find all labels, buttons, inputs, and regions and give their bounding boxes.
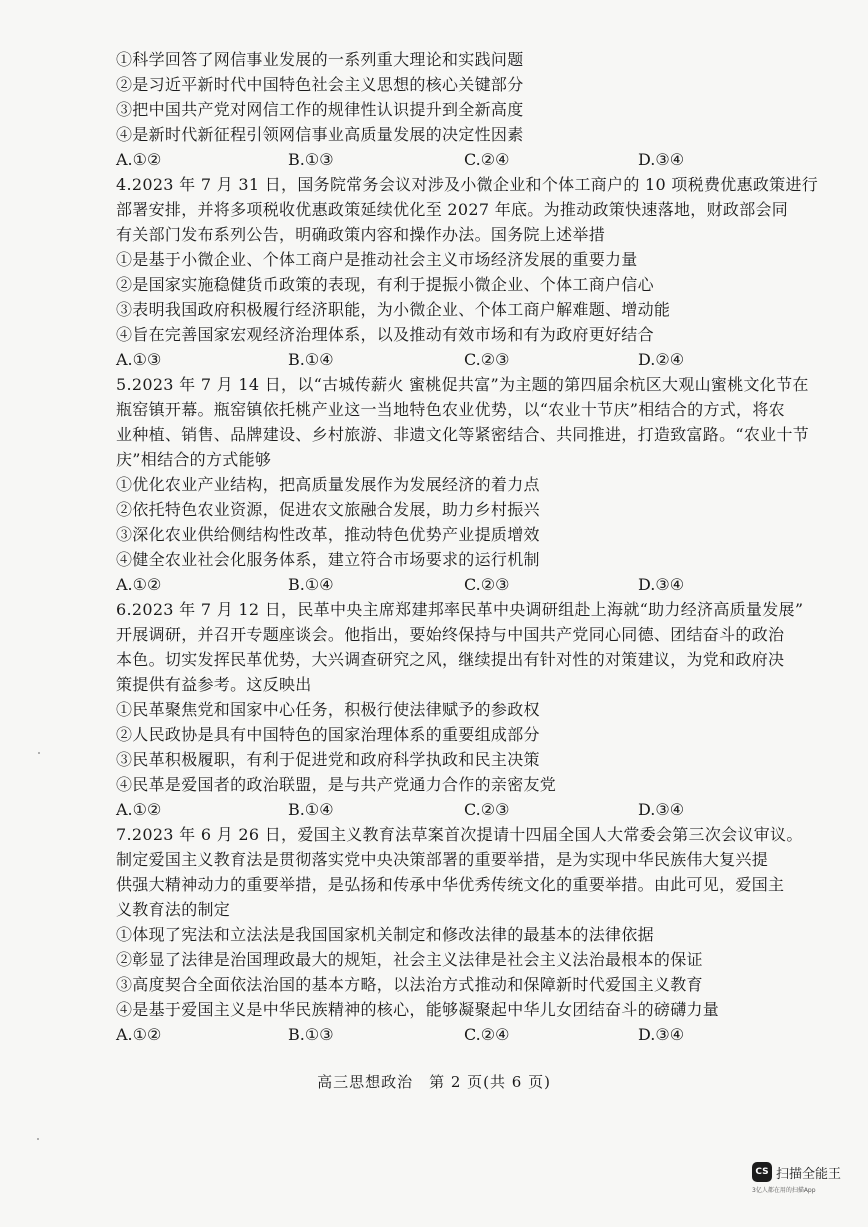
answer-option: C.②③ <box>464 575 510 594</box>
statement: ①优化农业产业结构，把高质量发展作为发展经济的着力点 <box>116 475 540 494</box>
answer-option: A.①② <box>116 150 162 169</box>
statement: ④健全农业社会化服务体系，建立符合市场要求的运行机制 <box>116 550 540 569</box>
question-stem-line: 开展调研，并召开专题座谈会。他指出，要始终保持与中国共产党同心同德、团结奋斗的政治 <box>116 625 785 644</box>
question-stem-line: 供强大精神动力的重要举措，是弘扬和传承中华优秀传统文化的重要举措。由此可见，爱国主 <box>116 875 785 894</box>
statement: ③深化农业供给侧结构性改革，推动特色优势产业提质增效 <box>116 525 540 544</box>
statement: ②是国家实施稳健货币政策的表现，有利于提振小微企业、个体工商户信心 <box>116 275 654 294</box>
statement: ②依托特色农业资源，促进农文旅融合发展，助力乡村振兴 <box>116 500 540 519</box>
question-stem-line: 4.2023 年 7 月 31 日，国务院常务会议对涉及小微企业和个体工商户的 10 项税费优惠政策进行 <box>116 175 819 194</box>
answer-options <box>0 800 868 820</box>
statement: ③表明我国政府积极履行经济职能，为小微企业、个体工商户解难题、增动能 <box>116 300 671 319</box>
answer-option: D.③④ <box>638 800 685 819</box>
answer-option: D.③④ <box>638 575 685 594</box>
scan-speck <box>38 752 40 754</box>
answer-option: C.②③ <box>464 800 510 819</box>
question-stem-line: 业种植、销售、品牌建设、乡村旅游、非遗文化等紧密结合、共同推进，打造致富路。“农业十节 <box>116 425 810 444</box>
statement: ④是基于爱国主义是中华民族精神的核心，能够凝聚起中华儿女团结奋斗的磅礴力量 <box>116 1000 720 1019</box>
camscanner-logo-icon: CS <box>752 1162 772 1182</box>
answer-option: D.②④ <box>638 350 685 369</box>
question-stem-line: 7.2023 年 6 月 26 日，爱国主义教育法草案首次提请十四届全国人大常委会第三次会议审议。 <box>116 825 803 844</box>
answer-option: A.①② <box>116 575 162 594</box>
statement: ①科学回答了网信事业发展的一系列重大理论和实践问题 <box>116 50 524 69</box>
answer-option: C.②④ <box>464 1025 510 1044</box>
statement: ③把中国共产党对网信工作的规律性认识提升到全新高度 <box>116 100 524 119</box>
question-stem-line: 5.2023 年 7 月 14 日，以“古城传薪火 蜜桃促共富”为主题的第四届余杭区大观山蜜桃文化节在 <box>116 375 809 394</box>
question-stem-line: 策提供有益参考。这反映出 <box>116 675 312 694</box>
question-stem-line: 6.2023 年 7 月 12 日，民革中央主席郑建邦率民革中央调研组赴上海就“助力经济高质量发展” <box>116 600 804 619</box>
statement: ①是基于小微企业、个体工商户是推动社会主义市场经济发展的重要力量 <box>116 250 638 269</box>
answer-option: A.①② <box>116 1025 162 1044</box>
answer-option: C.②③ <box>464 350 510 369</box>
scanner-watermark <box>752 1160 862 1200</box>
answer-option: B.①④ <box>288 350 334 369</box>
answer-options <box>0 350 868 370</box>
answer-option: B.①④ <box>288 575 334 594</box>
answer-option: B.①④ <box>288 800 334 819</box>
answer-option: D.③④ <box>638 150 685 169</box>
statement: ②彰显了法律是治国理政最大的规矩，社会主义法律是社会主义法治最根本的保证 <box>116 950 703 969</box>
statement: ③民革积极履职，有利于促进党和政府科学执政和民主决策 <box>116 750 540 769</box>
question-stem-line: 部署安排，并将多项税收优惠政策延续优化至 2027 年底。为推动政策快速落地，财政部会同 <box>116 200 789 219</box>
answer-option: D.③④ <box>638 1025 685 1044</box>
statement: ②人民政协是具有中国特色的国家治理体系的重要组成部分 <box>116 725 540 744</box>
question-stem-line: 庆”相结合的方式能够 <box>116 450 272 469</box>
question-stem-line: 有关部门发布系列公告，明确政策内容和操作办法。国务院上述举措 <box>116 225 606 244</box>
watermark-app-name: 扫描全能王 <box>776 1167 842 1182</box>
statement: ④民革是爱国者的政治联盟，是与共产党通力合作的亲密友党 <box>116 775 557 794</box>
watermark-tagline: 3亿人都在用的扫描App <box>752 1187 816 1194</box>
statement: ④是新时代新征程引领网信事业高质量发展的决定性因素 <box>116 125 524 144</box>
question-stem-line: 瓶窑镇开幕。瓶窑镇依托桃产业这一当地特色农业优势，以“农业十节庆”相结合的方式，将农 <box>116 400 785 419</box>
statement: ②是习近平新时代中国特色社会主义思想的核心关键部分 <box>116 75 524 94</box>
question-stem-line: 本色。切实发挥民革优势，大兴调查研究之风，继续提出有针对性的对策建议，为党和政府决 <box>116 650 785 669</box>
statement: ①民革聚焦党和国家中心任务，积极行使法律赋予的参政权 <box>116 700 540 719</box>
answer-option: A.①③ <box>116 350 162 369</box>
question-stem-line: 制定爱国主义教育法是贯彻落实党中央决策部署的重要举措，是为实现中华民族伟大复兴提 <box>116 850 769 869</box>
answer-options <box>0 575 868 595</box>
answer-options <box>0 1025 868 1045</box>
scan-speck <box>37 1138 39 1140</box>
answer-option: B.①③ <box>288 150 334 169</box>
statement: ①体现了宪法和立法法是我国国家机关制定和修改法律的最基本的法律依据 <box>116 925 654 944</box>
statement: ③高度契合全面依法治国的基本方略，以法治方式推动和保障新时代爱国主义教育 <box>116 975 703 994</box>
answer-option: A.①② <box>116 800 162 819</box>
page-footer: 高三思想政治 第 2 页(共 6 页) <box>317 1073 551 1091</box>
answer-options <box>0 150 868 170</box>
answer-option: B.①③ <box>288 1025 334 1044</box>
statement: ④旨在完善国家宏观经济治理体系，以及推动有效市场和有为政府更好结合 <box>116 325 654 344</box>
question-stem-line: 义教育法的制定 <box>116 900 231 919</box>
answer-option: C.②④ <box>464 150 510 169</box>
